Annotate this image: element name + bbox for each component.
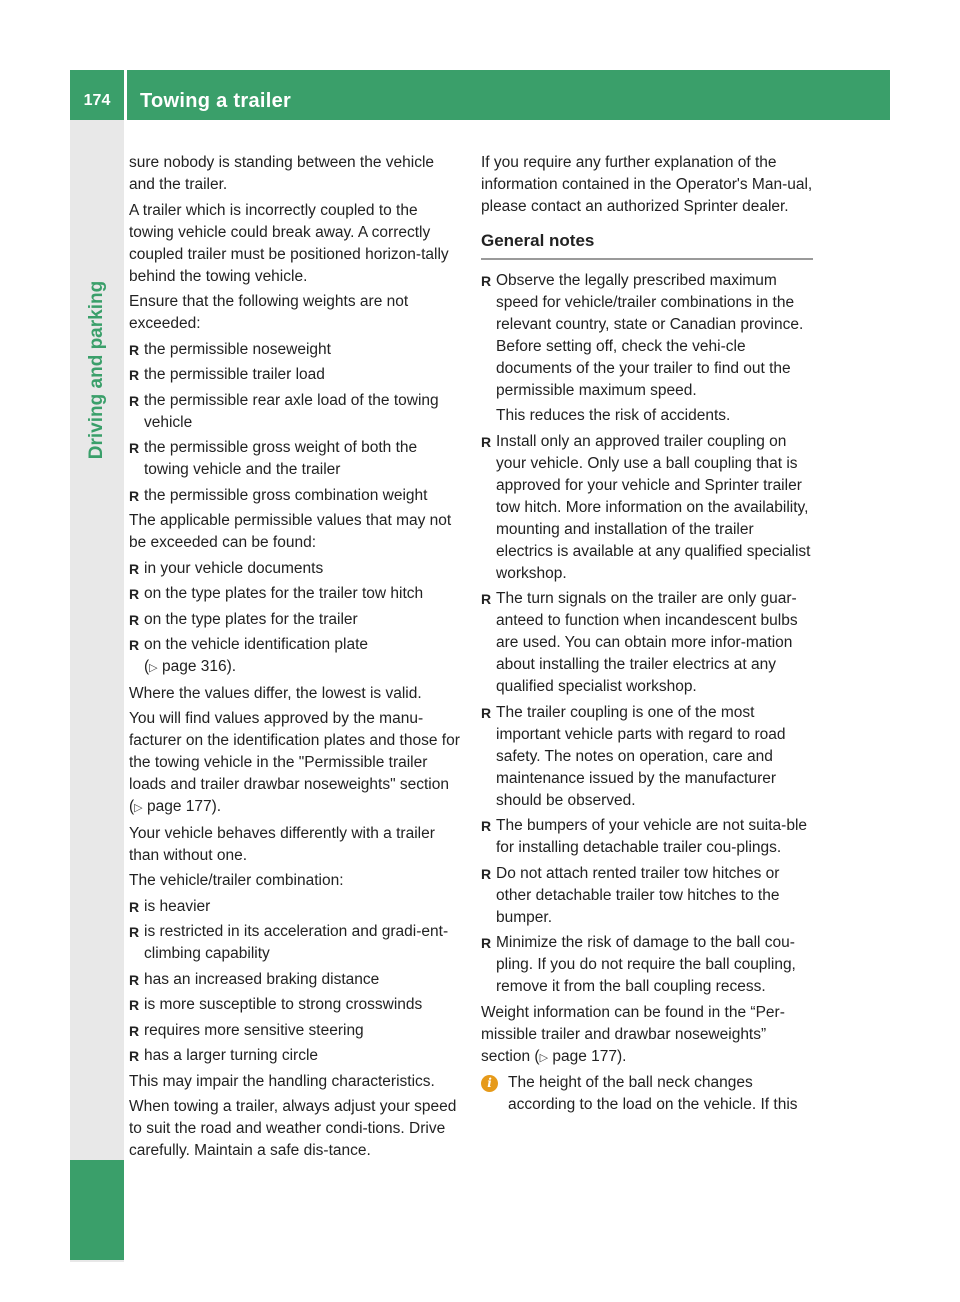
bullet-icon: R xyxy=(129,1048,140,1064)
bullet-icon: R xyxy=(129,997,140,1013)
subheading-general-notes: General notes xyxy=(481,230,813,260)
list-item: R is restricted in its acceleration and gradi-ent-climbing capability xyxy=(129,923,449,962)
bullet-icon: R xyxy=(481,935,492,951)
info-icon: i xyxy=(481,1075,498,1092)
paragraph: Your vehicle behaves differently with a trailer than without one. xyxy=(129,824,435,864)
paragraph: sure nobody is standing between the vehicle and the trailer. xyxy=(129,154,435,193)
list-item: R the permissible trailer load xyxy=(129,364,464,386)
paragraph: The applicable permissible values that may not be exceeded can be found: xyxy=(129,512,452,551)
list-item: R The turn signals on the trailer are only guar-anteed to function when incandescent bulbs are used. You can obtain more infor-mation about installing the trailer electrics at any qualified specialist workshop. xyxy=(481,590,798,695)
list-item: R the permissible gross combination weight xyxy=(129,485,464,507)
left-column xyxy=(129,152,464,1166)
page-ref-arrow-icon: ▷ xyxy=(149,662,158,674)
list-item: R Observe the legally prescribed maximum speed for vehicle/trailer combinations in the relevant country, state or Canadian province. Before setting off, check the vehi-cle documents of the your trailer to find out the permissible maximum speed. This reduces the risk of accidents. xyxy=(481,270,813,427)
list-item: R requires more sensitive steering xyxy=(129,1020,464,1042)
list-item: R in your vehicle documents xyxy=(129,558,464,580)
bullet-icon: R xyxy=(129,487,140,504)
page-ref-arrow-icon: ▷ xyxy=(134,802,143,814)
page-reference-link[interactable]: page 177). xyxy=(552,1047,627,1065)
bullet-icon: R xyxy=(129,637,140,653)
list-item: R is more susceptible to strong crosswinds xyxy=(129,994,464,1016)
general-notes-list xyxy=(481,270,813,998)
bullet-icon: R xyxy=(129,1022,140,1039)
list-item: R has a larger turning circle xyxy=(129,1045,464,1067)
list-item: R Install only an approved trailer coupling on your vehicle. Only use a ball coupling that is approved for your vehicle and Sprinter trailer tow hitch. More information on the availability, mounting and installation of the trailer electrics is available at any qualified specialist workshop. xyxy=(481,432,811,582)
page-ref-arrow-icon: ▷ xyxy=(539,1051,549,1064)
sources-list xyxy=(129,558,464,680)
side-tab-label: Driving and parking xyxy=(86,280,107,460)
list-item: R on the type plates for the trailer tow hitch xyxy=(129,583,464,605)
list-item: R on the vehicle identification plate (▷ page 316). xyxy=(129,636,369,675)
bullet-icon: R xyxy=(481,704,492,721)
combination-list xyxy=(129,896,464,1068)
paragraph: Where the values differ, the lowest is valid. xyxy=(129,684,422,702)
list-item: R the permissible rear axle load of the towing vehicle xyxy=(129,391,439,431)
bullet-icon: R xyxy=(129,560,140,577)
page-reference-link[interactable]: page 316). xyxy=(161,658,237,675)
side-color-block xyxy=(70,1160,124,1260)
right-column xyxy=(481,152,813,1120)
bullet-icon: R xyxy=(129,392,140,409)
paragraph: Weight information can be found in the “Per-missible trailer and drawbar noseweights” section (▷ page 177). xyxy=(481,1003,785,1065)
paragraph: The vehicle/trailer combination: xyxy=(129,872,344,889)
bullet-icon: R xyxy=(481,433,492,450)
bullet-icon: R xyxy=(129,440,140,456)
bullet-icon: R xyxy=(129,367,140,383)
list-item: R The trailer coupling is one of the most important vehicle parts with regard to road safety. The notes on operation, care and maintenance issued by the manufacturer should be observed. xyxy=(481,703,786,809)
paragraph: A trailer which is incorrectly coupled to the towing vehicle could break away. A correctly coupled trailer must be positioned horizon-tally behind the towing vehicle. xyxy=(129,201,449,285)
bullet-icon: R xyxy=(129,971,140,988)
bullet-icon: R xyxy=(129,341,140,358)
bullet-icon: R xyxy=(129,898,140,915)
page-number: 174 xyxy=(83,92,111,109)
paragraph: Ensure that the following weights are not exceeded: xyxy=(129,293,409,332)
header-divider xyxy=(124,70,127,120)
bullet-icon: R xyxy=(129,611,140,628)
weights-list xyxy=(129,339,464,507)
page-reference-link[interactable]: page 177). xyxy=(146,798,222,815)
bullet-icon: R xyxy=(481,591,492,607)
bullet-icon: R xyxy=(129,924,140,940)
list-item: R the permissible gross weight of both the towing vehicle and the trailer xyxy=(129,439,418,478)
bullet-icon: R xyxy=(481,818,492,834)
list-item: R has an increased braking distance xyxy=(129,969,464,991)
info-note: i The height of the ball neck changes according to the load on the vehicle. If this xyxy=(481,1072,813,1116)
list-item: R Do not attach rented trailer tow hitches or other detachable trailer tow hitches to the bumper. xyxy=(481,864,780,926)
list-item: R on the type plates for the trailer xyxy=(129,609,464,631)
paragraph: When towing a trailer, always adjust your speed to suit the road and weather condi-tions. Drive carefully. Maintain a safe dis-tance. xyxy=(129,1098,457,1159)
paragraph: This may impair the handling characteristics. xyxy=(129,1072,435,1090)
list-item: R The bumpers of your vehicle are not suita-ble for installing detachable trailer cou-plings. xyxy=(481,817,808,856)
list-item: R Minimize the risk of damage to the ball cou-pling. If you do not require the ball coupling, remove it from the ball coupling recess. xyxy=(481,934,796,995)
bullet-icon: R xyxy=(129,586,140,602)
list-item-note: This reduces the risk of accidents. xyxy=(496,407,731,424)
bullet-icon: R xyxy=(481,273,492,289)
bullet-icon: R xyxy=(481,865,492,882)
paragraph: If you require any further explanation of the information contained in the Operator's Man-ual, please contact an authorized Sprinter dealer. xyxy=(481,154,813,215)
section-title: Towing a trailer xyxy=(140,90,292,112)
list-item: R the permissible noseweight xyxy=(129,339,464,361)
paragraph: You will find values approved by the manu-facturer on the identification plates and those for the towing vehicle in the "Permissible trailer loads and trailer drawbar noseweights" section (▷ page 177). xyxy=(129,710,460,815)
list-item: R is heavier xyxy=(129,896,464,918)
